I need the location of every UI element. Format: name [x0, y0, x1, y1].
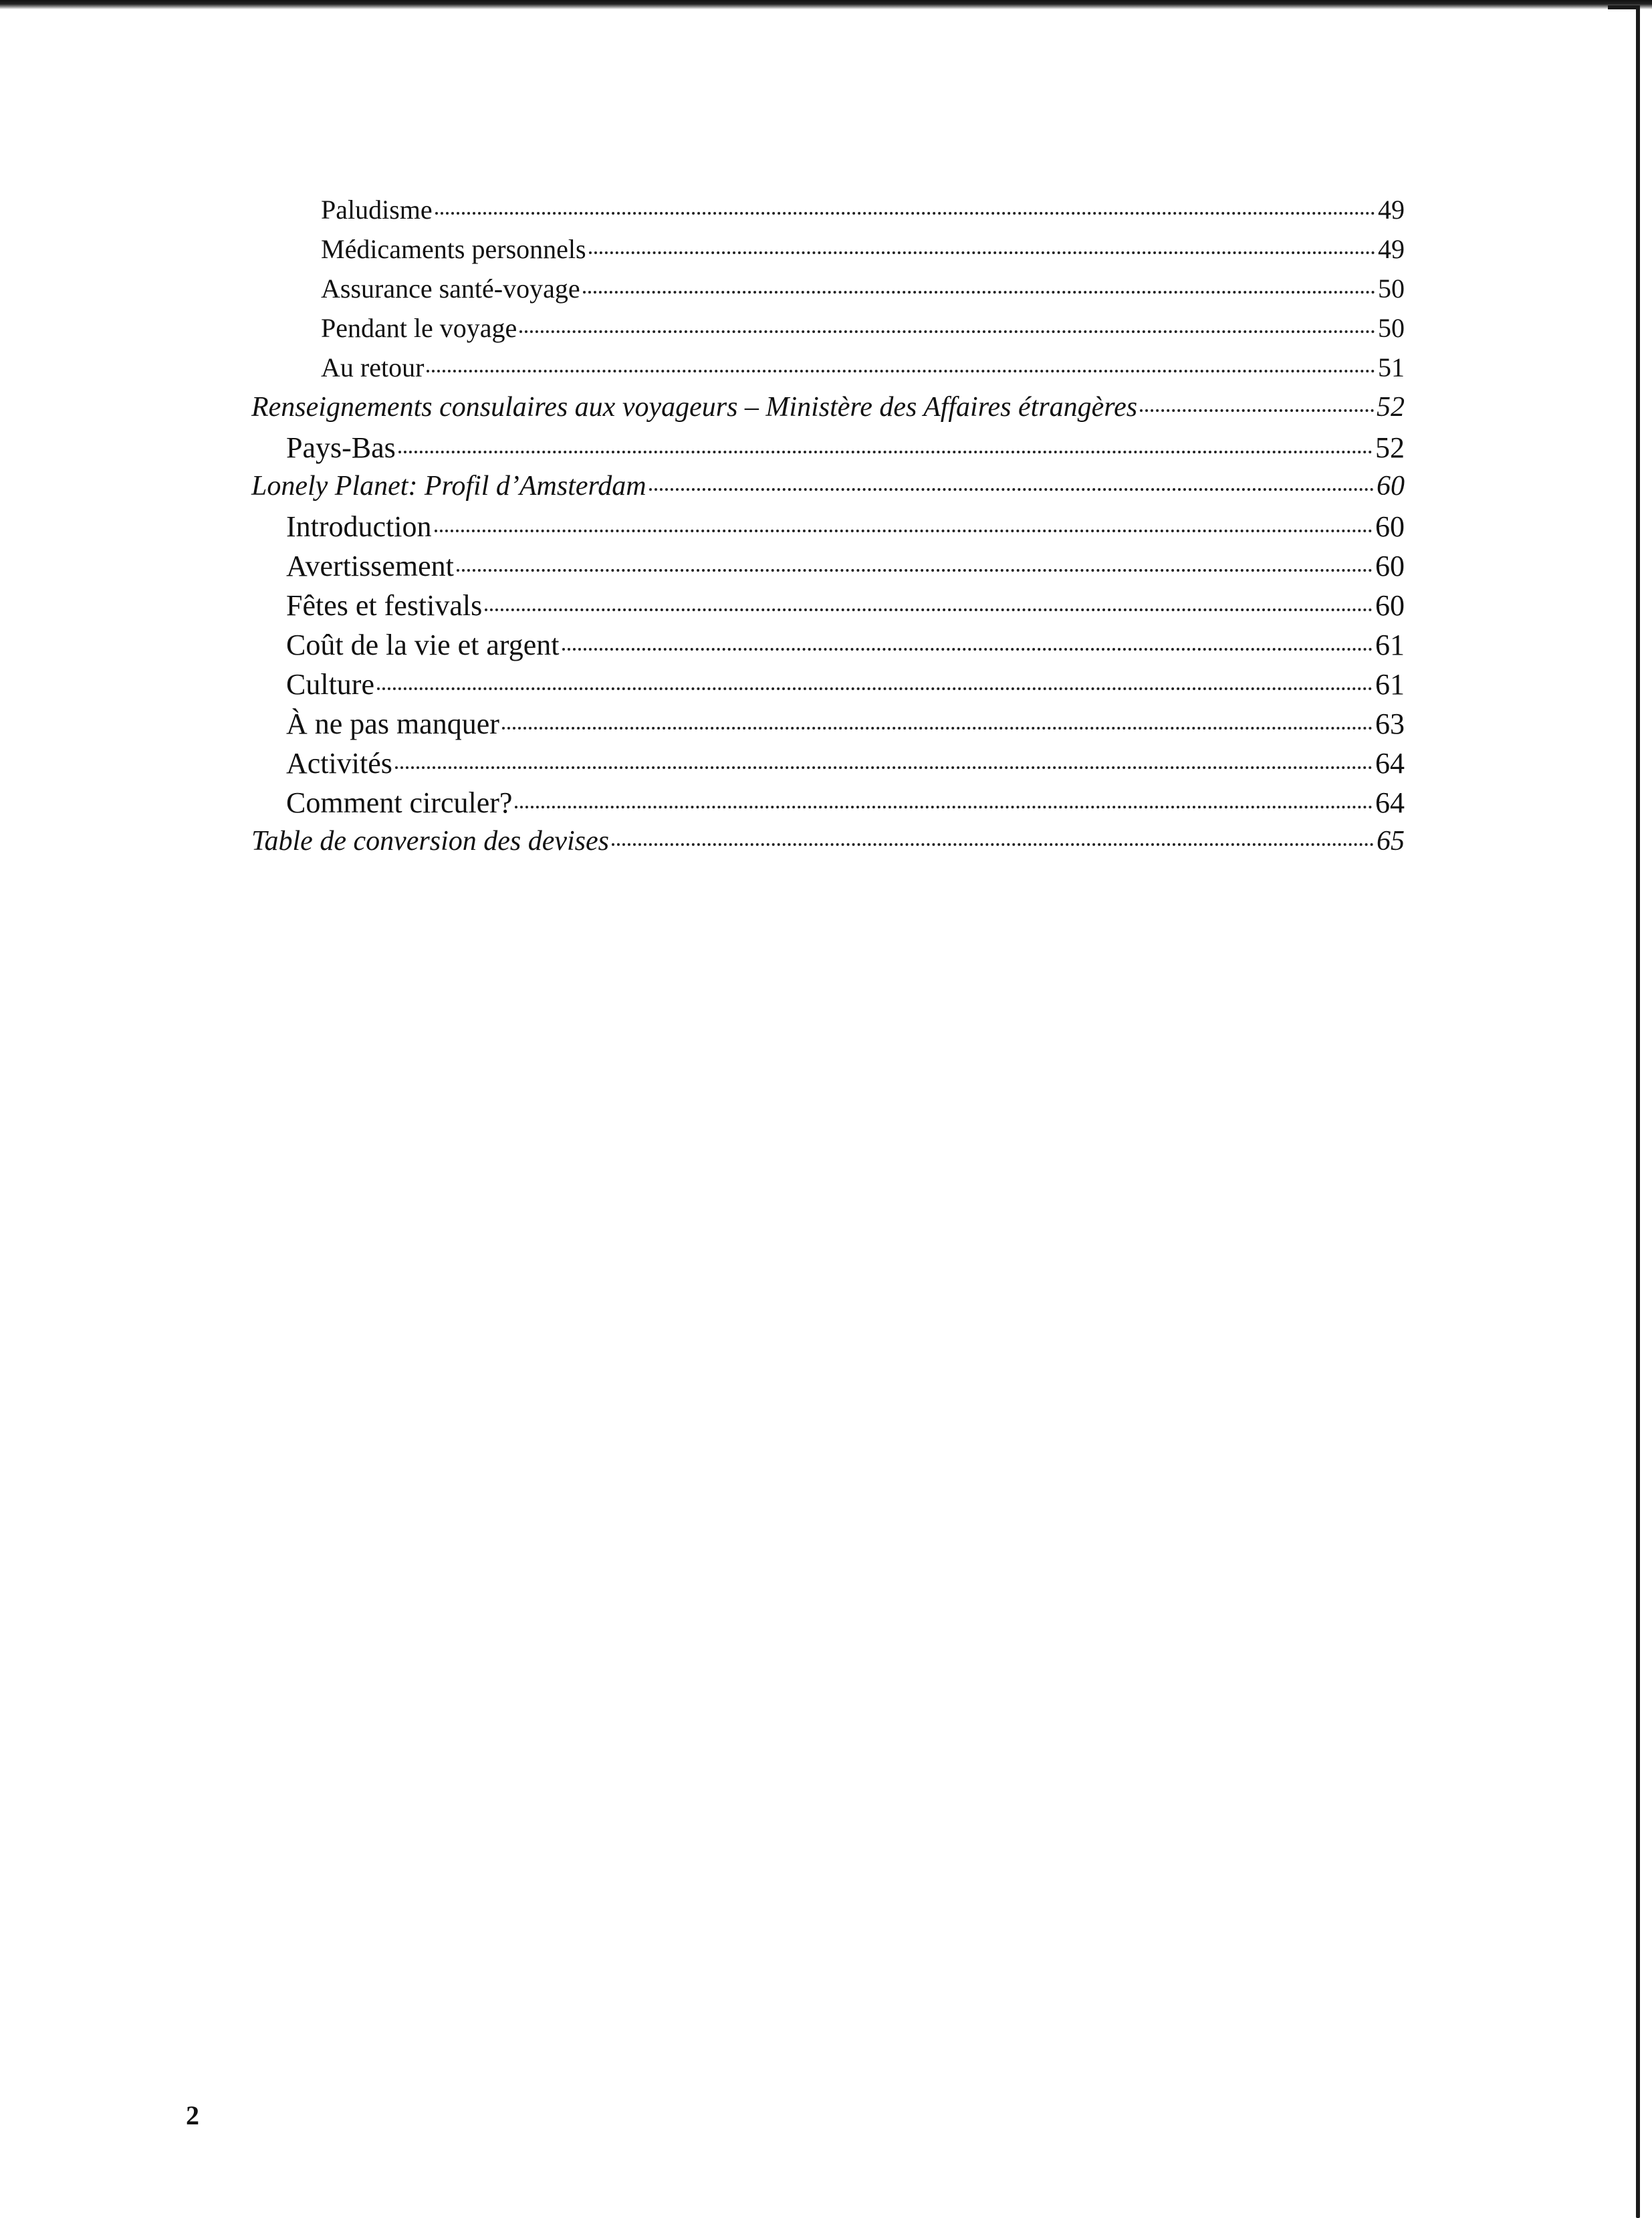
- toc-entry-label: Lonely Planet: Profil d’Amsterdam: [251, 471, 646, 502]
- toc-dot-leader: [519, 330, 1375, 333]
- toc-dot-leader: [612, 843, 1374, 846]
- toc-entry-label: Culture: [286, 668, 374, 701]
- toc-entry: [251, 667, 1405, 707]
- toc-entry: [251, 273, 1405, 312]
- toc-entry-page: 61: [1375, 668, 1405, 701]
- toc-entry: [251, 510, 1405, 549]
- toc-dot-leader: [377, 687, 1373, 690]
- scan-top-edge: [0, 0, 1652, 9]
- toc-entry: [251, 470, 1405, 510]
- toc-entry-page: 64: [1375, 786, 1405, 819]
- toc-entry: [251, 391, 1405, 431]
- toc-entry-page: 50: [1378, 273, 1405, 304]
- toc-entry-label: Table de conversion des devises: [251, 826, 610, 857]
- toc-entry-page: 60: [1375, 510, 1405, 543]
- toc-dot-leader: [398, 451, 1373, 453]
- toc-entry-page: 63: [1375, 707, 1405, 740]
- toc-entry-label: Pendant le voyage: [321, 313, 517, 343]
- toc-entry: [251, 431, 1405, 470]
- toc-entry-page: 61: [1375, 629, 1405, 661]
- toc-entry-label: Activités: [286, 747, 392, 780]
- toc-dot-leader: [457, 569, 1373, 572]
- toc-dot-leader: [515, 806, 1373, 808]
- toc-entry-label: Assurance santé-voyage: [321, 273, 580, 304]
- toc-entry-page: 60: [1375, 589, 1405, 622]
- toc-dot-leader: [589, 251, 1375, 254]
- toc-dot-leader: [1140, 409, 1374, 412]
- toc-dot-leader: [562, 648, 1373, 651]
- toc-dot-leader: [502, 727, 1373, 730]
- toc-entry: [251, 352, 1405, 391]
- toc-entry: [251, 825, 1405, 865]
- toc-entry: [251, 628, 1405, 667]
- page-number: 2: [186, 2100, 199, 2130]
- toc-entry-page: 64: [1375, 747, 1405, 780]
- toc-entry-page: 51: [1378, 352, 1405, 382]
- toc-dot-leader: [427, 370, 1375, 372]
- toc-entry-label: Fêtes et festivals: [286, 589, 483, 622]
- toc-entry-page: 52: [1377, 392, 1405, 423]
- toc-entry: [251, 786, 1405, 825]
- toc-entry-label: Paludisme: [321, 195, 433, 225]
- toc-entry-page: 60: [1375, 550, 1405, 582]
- toc-dot-leader: [649, 488, 1374, 491]
- toc-entry-label: Médicaments personnels: [321, 234, 586, 264]
- toc-dot-leader: [485, 608, 1373, 611]
- toc-entry: [251, 549, 1405, 588]
- toc-dot-leader: [395, 766, 1373, 769]
- toc-entry-label: Renseignements consulaires aux voyageurs – Ministère des Affaires étrangères: [251, 392, 1138, 423]
- toc-entry-label: Avertissement: [286, 550, 454, 582]
- toc-entry-label: Coût de la vie et argent: [286, 629, 560, 661]
- toc-entry: [251, 588, 1405, 628]
- toc-entry-page: 65: [1377, 826, 1405, 857]
- toc-entry-label: Comment circuler?: [286, 786, 513, 819]
- toc-entry-label: Au retour: [321, 352, 425, 382]
- scan-binding-corner: [1608, 5, 1640, 23]
- toc-dot-leader: [435, 212, 1375, 215]
- toc-entry-page: 49: [1378, 234, 1405, 264]
- toc-entry-page: 50: [1378, 313, 1405, 343]
- toc-entry-page: 60: [1377, 471, 1405, 502]
- toc-entry: [251, 233, 1405, 273]
- toc-entry: [251, 746, 1405, 786]
- toc-entry-page: 49: [1378, 195, 1405, 225]
- toc-dot-leader: [583, 291, 1375, 294]
- toc-dot-leader: [435, 530, 1373, 532]
- toc-entry: [251, 194, 1405, 233]
- toc-entry-label: Pays-Bas: [286, 431, 396, 464]
- toc-entry: [251, 312, 1405, 352]
- toc-entry-label: À ne pas manquer: [286, 707, 499, 740]
- toc-entry-page: 52: [1375, 431, 1405, 464]
- scan-binding-edge: [1636, 20, 1640, 2218]
- toc-entry: [251, 707, 1405, 746]
- table-of-contents: [251, 194, 1405, 865]
- toc-entry-label: Introduction: [286, 510, 432, 543]
